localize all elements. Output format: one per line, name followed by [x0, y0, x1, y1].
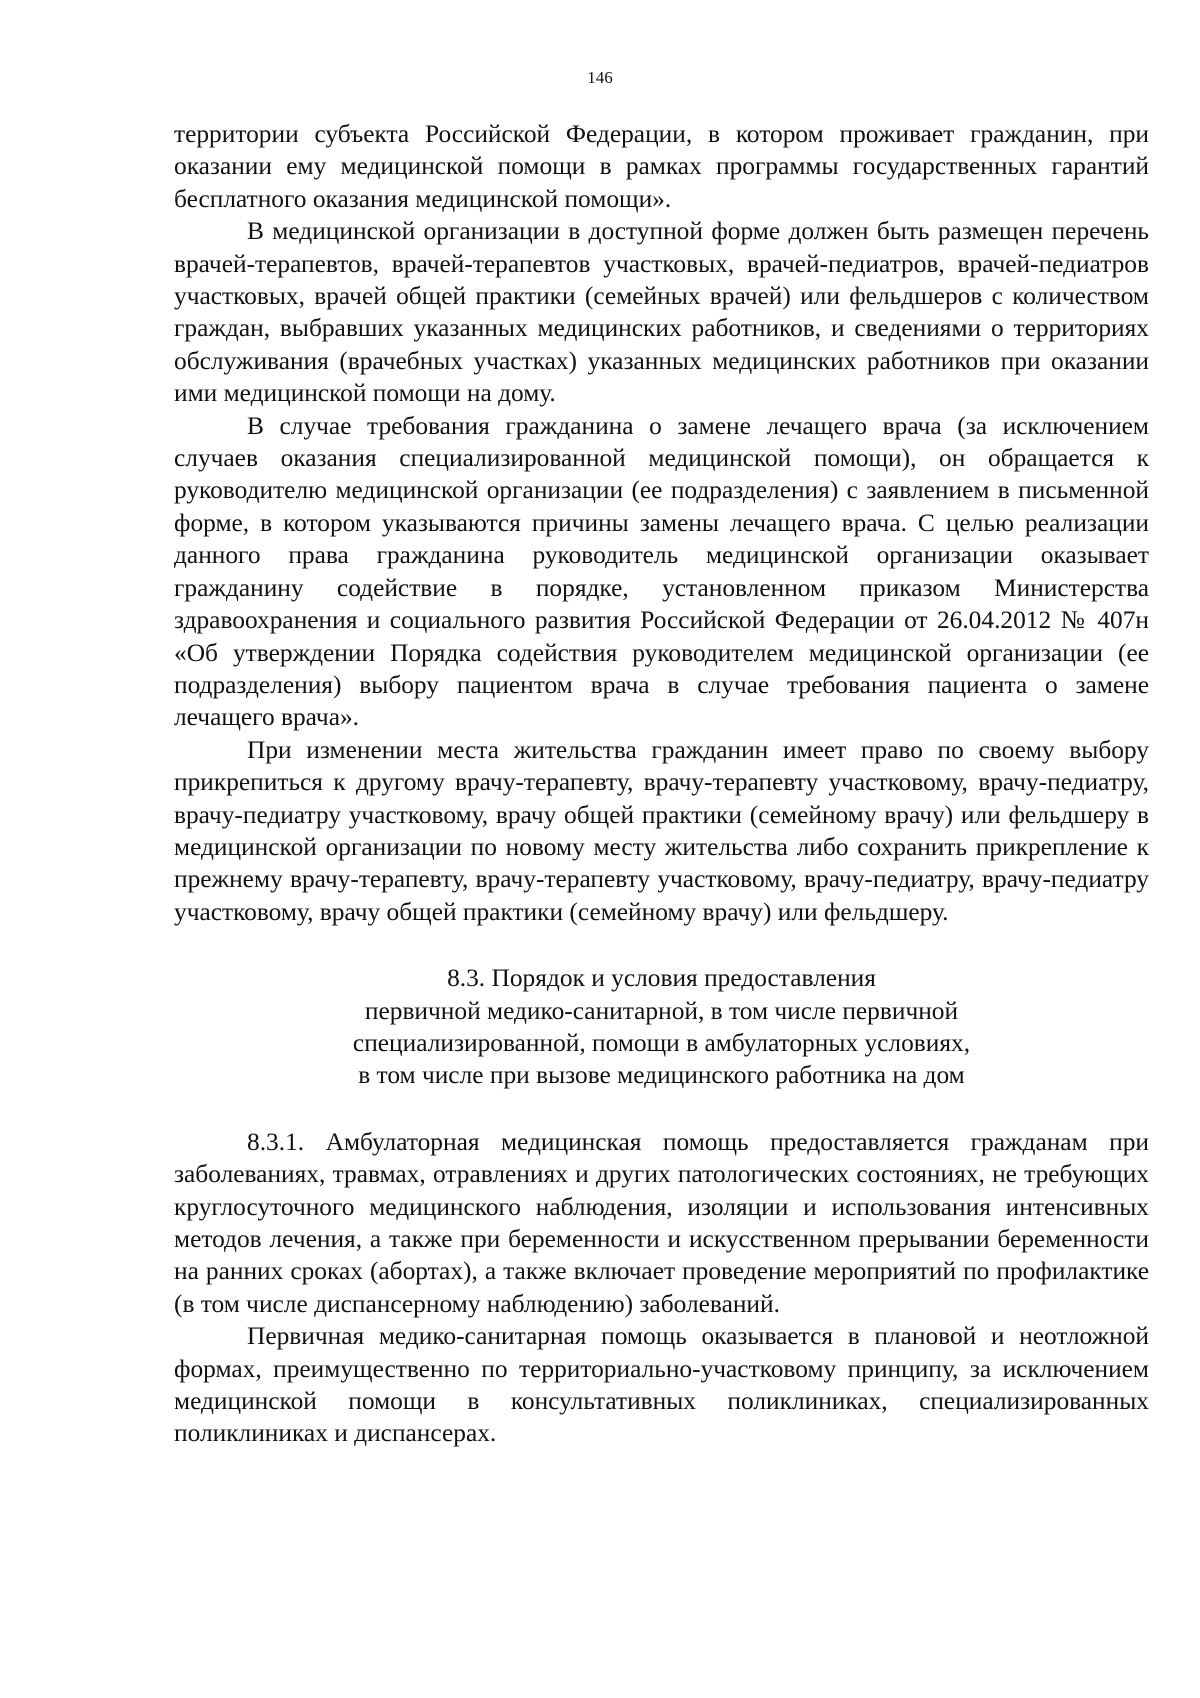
paragraph-continuation: территории субъекта Российской Федерации, в котором проживает гражданин, при оказании ему медицинской помощи в рамках программы государственных гарантий бесплатного оказания медицинской помощи». — [174, 120, 1149, 213]
section-heading-line: первичной медико-санитарной, в том числе первичной — [364, 996, 959, 1025]
section-heading-8-3 — [174, 962, 1149, 1092]
section-heading-line: в том числе при вызове медицинского работника на дом — [358, 1061, 965, 1090]
section-heading-line: специализированной, помощи в амбулаторных условиях, — [352, 1028, 971, 1057]
section-heading-line: 8.3. Порядок и условия предоставления — [447, 964, 876, 993]
document-body — [174, 118, 1149, 1450]
paragraph-8-3-1: 8.3.1. Амбулаторная медицинская помощь предоставляется гражданам при заболеваниях, травмах, отравлениях и других патологических состояниях, не требующих круглосуточного медицинского наблюдения, изоляции и использования интенсивных методов лечения, а также при беременности и искусственном прерывании беременности на ранних сроках (абортах), а также включает проведение мероприятий по профилактике (в том числе диспансерному наблюдению) заболеваний. — [174, 1127, 1149, 1318]
paragraph-primary-care: Первичная медико-санитарная помощь оказывается в плановой и неотложной формах, преимущественно по территориально-участковому принципу, за исключением медицинской помощи в консультативных поликлиниках, специализированных поликлиниках и диспансерах. — [174, 1322, 1149, 1448]
paragraph-doctor-list: В медицинской организации в доступной форме должен быть размещен перечень врачей-терапевтов, врачей-терапевтов участковых, врачей-педиатров, врачей-педиатров участковых, врачей общей практики (семейных врачей) или фельдшеров с количеством граждан, выбравших указанных медицинских работников, и сведениями о территориях обслуживания (врачебных участках) указанных медицинских работников при оказании ими медицинской помощи на дому. — [174, 217, 1149, 408]
page-number: 146 — [587, 68, 613, 87]
paragraph-doctor-replacement: В случае требования гражданина о замене лечащего врача (за исключением случаев оказания специализированной медицинской помощи), он обращается к руководителю медицинской организации (ее подразделения) с заявлением в письменной форме, в котором указываются причины замены лечащего врача. С целью реализации данного права гражданина руководитель медицинской организации оказывает гражданину содействие в порядке, установленном приказом Министерства здравоохранения и социального развития Российской Федерации от 26.04.2012 № 407н «Об утверждении Порядка содействия руководителем медицинской организации (ее подразделения) выбору пациентом врача в случае требования пациента о замене лечащего врача». — [174, 411, 1149, 732]
paragraph-residence-change: При изменении места жительства гражданин имеет право по своему выбору прикрепиться к другому врачу-терапевту, врачу-терапевту участковому, врачу-педиатру, врачу-педиатру участковому, врачу общей практики (семейному врачу) или фельдшеру в медицинской организации по новому месту жительства либо сохранить прикрепление к прежнему врачу-терапевту, врачу-терапевту участковому, врачу-педиатру, врачу-педиатру участковому, врачу общей практики (семейному врачу) или фельдшеру. — [174, 735, 1149, 926]
